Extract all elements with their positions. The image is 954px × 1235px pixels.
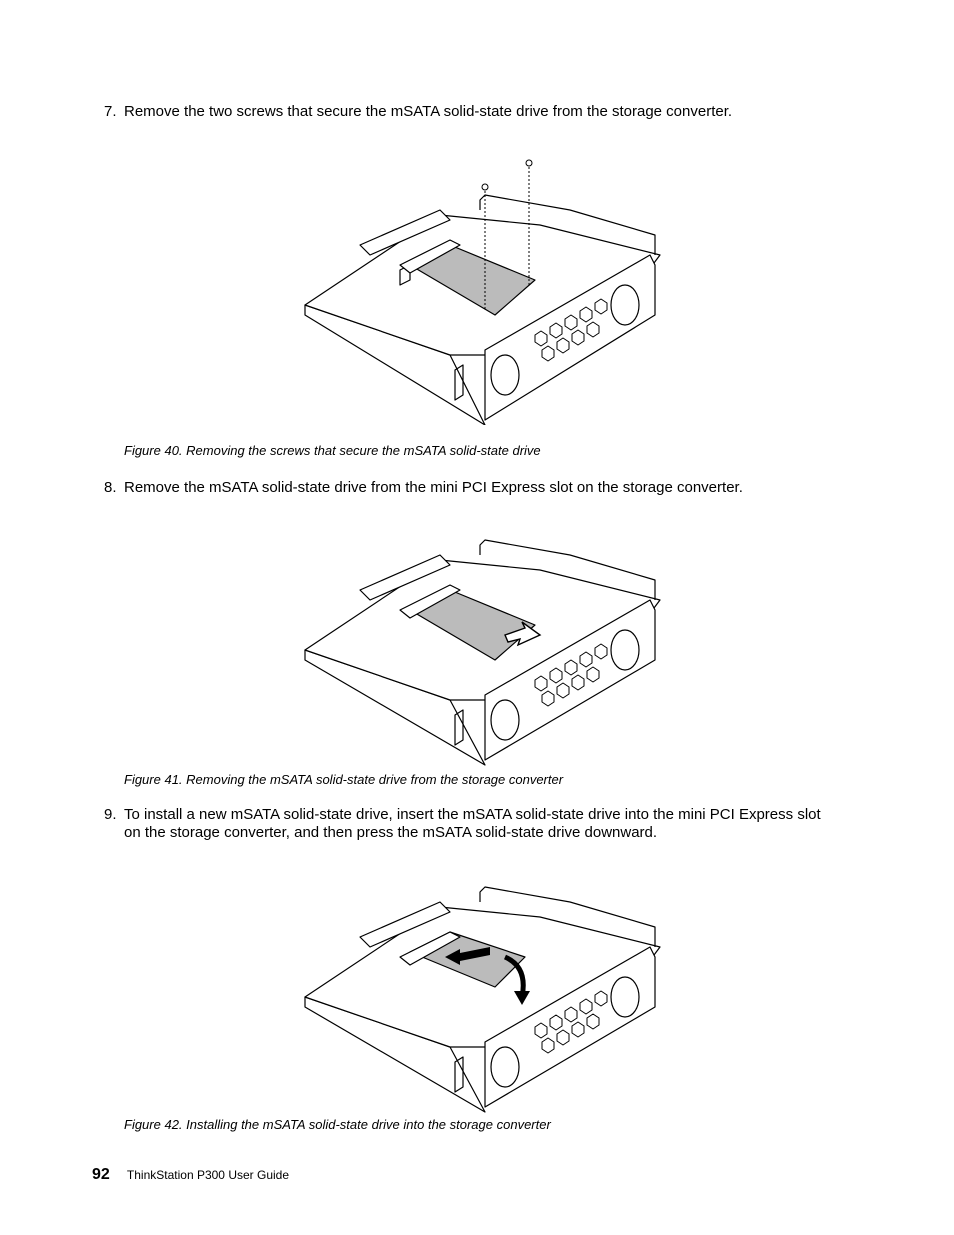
figure-42-illustration [300,872,670,1142]
storage-converter-screws-illustration [300,155,670,425]
step-number: 9. [104,806,117,823]
figure-40-illustration [300,155,670,425]
step-9 [104,806,834,842]
storage-converter-install-drive-illustration [300,872,670,1142]
step-8 [104,479,834,497]
page-number: 92 [92,1166,110,1183]
step-text: Remove the two screws that secure the mSATA solid-state drive from the storage converter. [124,103,733,120]
figure-41-caption: Figure 41. Removing the mSATA solid-state drive from the storage converter [124,772,564,787]
step-7 [104,103,834,121]
step-number: 7. [104,103,117,120]
figure-40-caption: Figure 40. Removing the screws that secure the mSATA solid-state drive [124,443,541,458]
figure-41-illustration [300,525,670,795]
step-text: To install a new mSATA solid-state drive, insert the mSATA solid-state drive into the mini PCI Express slot on the storage converter, and then press the mSATA solid-state drive downward. [124,806,821,841]
page-footer [92,1165,289,1185]
guide-title: ThinkStation P300 User Guide [126,1168,290,1182]
figure-42-caption: Figure 42. Installing the mSATA solid-state drive into the storage converter [124,1117,551,1132]
step-number: 8. [104,479,117,496]
step-text: Remove the mSATA solid-state drive from the mini PCI Express slot on the storage converter. [124,479,743,496]
storage-converter-remove-drive-illustration [300,525,670,795]
